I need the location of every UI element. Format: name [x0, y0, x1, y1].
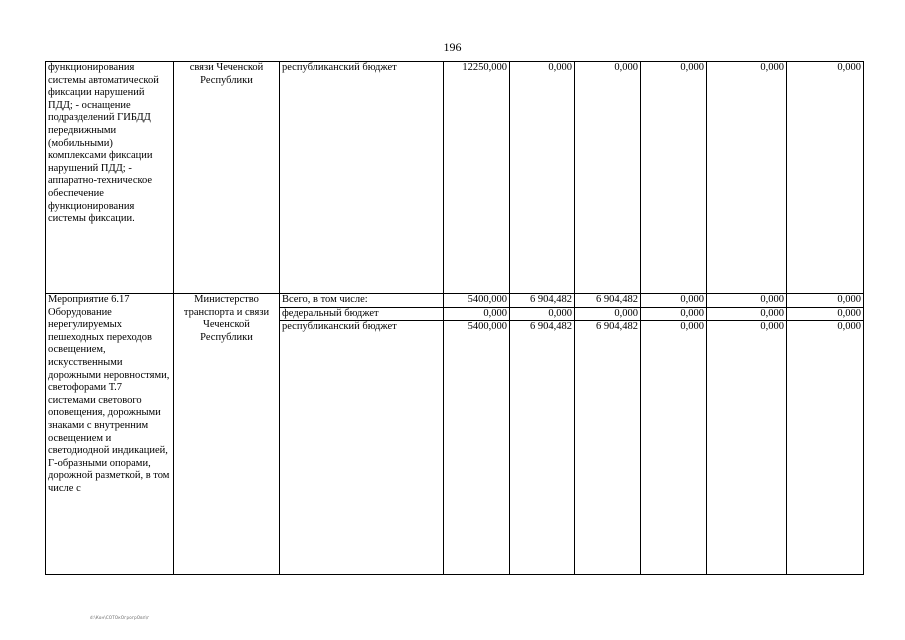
page-number: 196: [443, 40, 462, 54]
measure-description-cell: Мероприятие 6.17 Оборудование нерегулируемых пешеходных переходов освещением, искусственными дорожными неровностями, светофорами Т.7 системами светового оповещения, дорожными знаками с внутренним освещением и светодиодной индикацией, Г-образными опорами, дорожной разметкой, в том числе с: [46, 294, 174, 575]
value-cell: 0,000: [575, 62, 641, 294]
funding-source-cell: федеральный бюджет: [280, 307, 444, 321]
budget-table: [45, 61, 864, 575]
value-cell: 0,000: [787, 294, 864, 308]
value-cell: 0,000: [510, 62, 575, 294]
value-cell: 5400,000: [444, 321, 510, 575]
table-row: [46, 294, 864, 308]
value-cell: 0,000: [641, 294, 707, 308]
value-cell: 0,000: [707, 294, 787, 308]
measure-description-cell: функционирования системы автоматической фиксации нарушений ПДД; - оснащение подразделений ГИБДД передвижными (мобильными) комплексами фиксации нарушений ПДД; - аппаратно-техническое обеспечение функционирования системы фиксации.: [46, 62, 174, 294]
value-cell: 12250,000: [444, 62, 510, 294]
table-row: [46, 62, 864, 294]
value-cell: 0,000: [510, 307, 575, 321]
value-cell: 0,000: [707, 62, 787, 294]
value-cell: 0,000: [641, 307, 707, 321]
value-cell: 0,000: [787, 62, 864, 294]
value-cell: 0,000: [707, 307, 787, 321]
file-path-footer: d:\Кон\СОТОкОгрогрОвп\г: [90, 615, 150, 620]
funding-source-cell: Всего, в том числе:: [280, 294, 444, 308]
value-cell: 0,000: [575, 307, 641, 321]
funding-source-cell: республиканский бюджет: [280, 62, 444, 294]
value-cell: 0,000: [641, 321, 707, 575]
value-cell: 6 904,482: [575, 321, 641, 575]
value-cell: 0,000: [444, 307, 510, 321]
executor-cell: связи Чеченской Республики: [174, 62, 280, 294]
funding-source-cell: республиканский бюджет: [280, 321, 444, 575]
value-cell: 5400,000: [444, 294, 510, 308]
value-cell: 0,000: [787, 307, 864, 321]
value-cell: 0,000: [641, 62, 707, 294]
value-cell: 6 904,482: [575, 294, 641, 308]
executor-cell: Министерство транспорта и связи Чеченской Республики: [174, 294, 280, 575]
value-cell: 6 904,482: [510, 321, 575, 575]
value-cell: 6 904,482: [510, 294, 575, 308]
value-cell: 0,000: [787, 321, 864, 575]
value-cell: 0,000: [707, 321, 787, 575]
